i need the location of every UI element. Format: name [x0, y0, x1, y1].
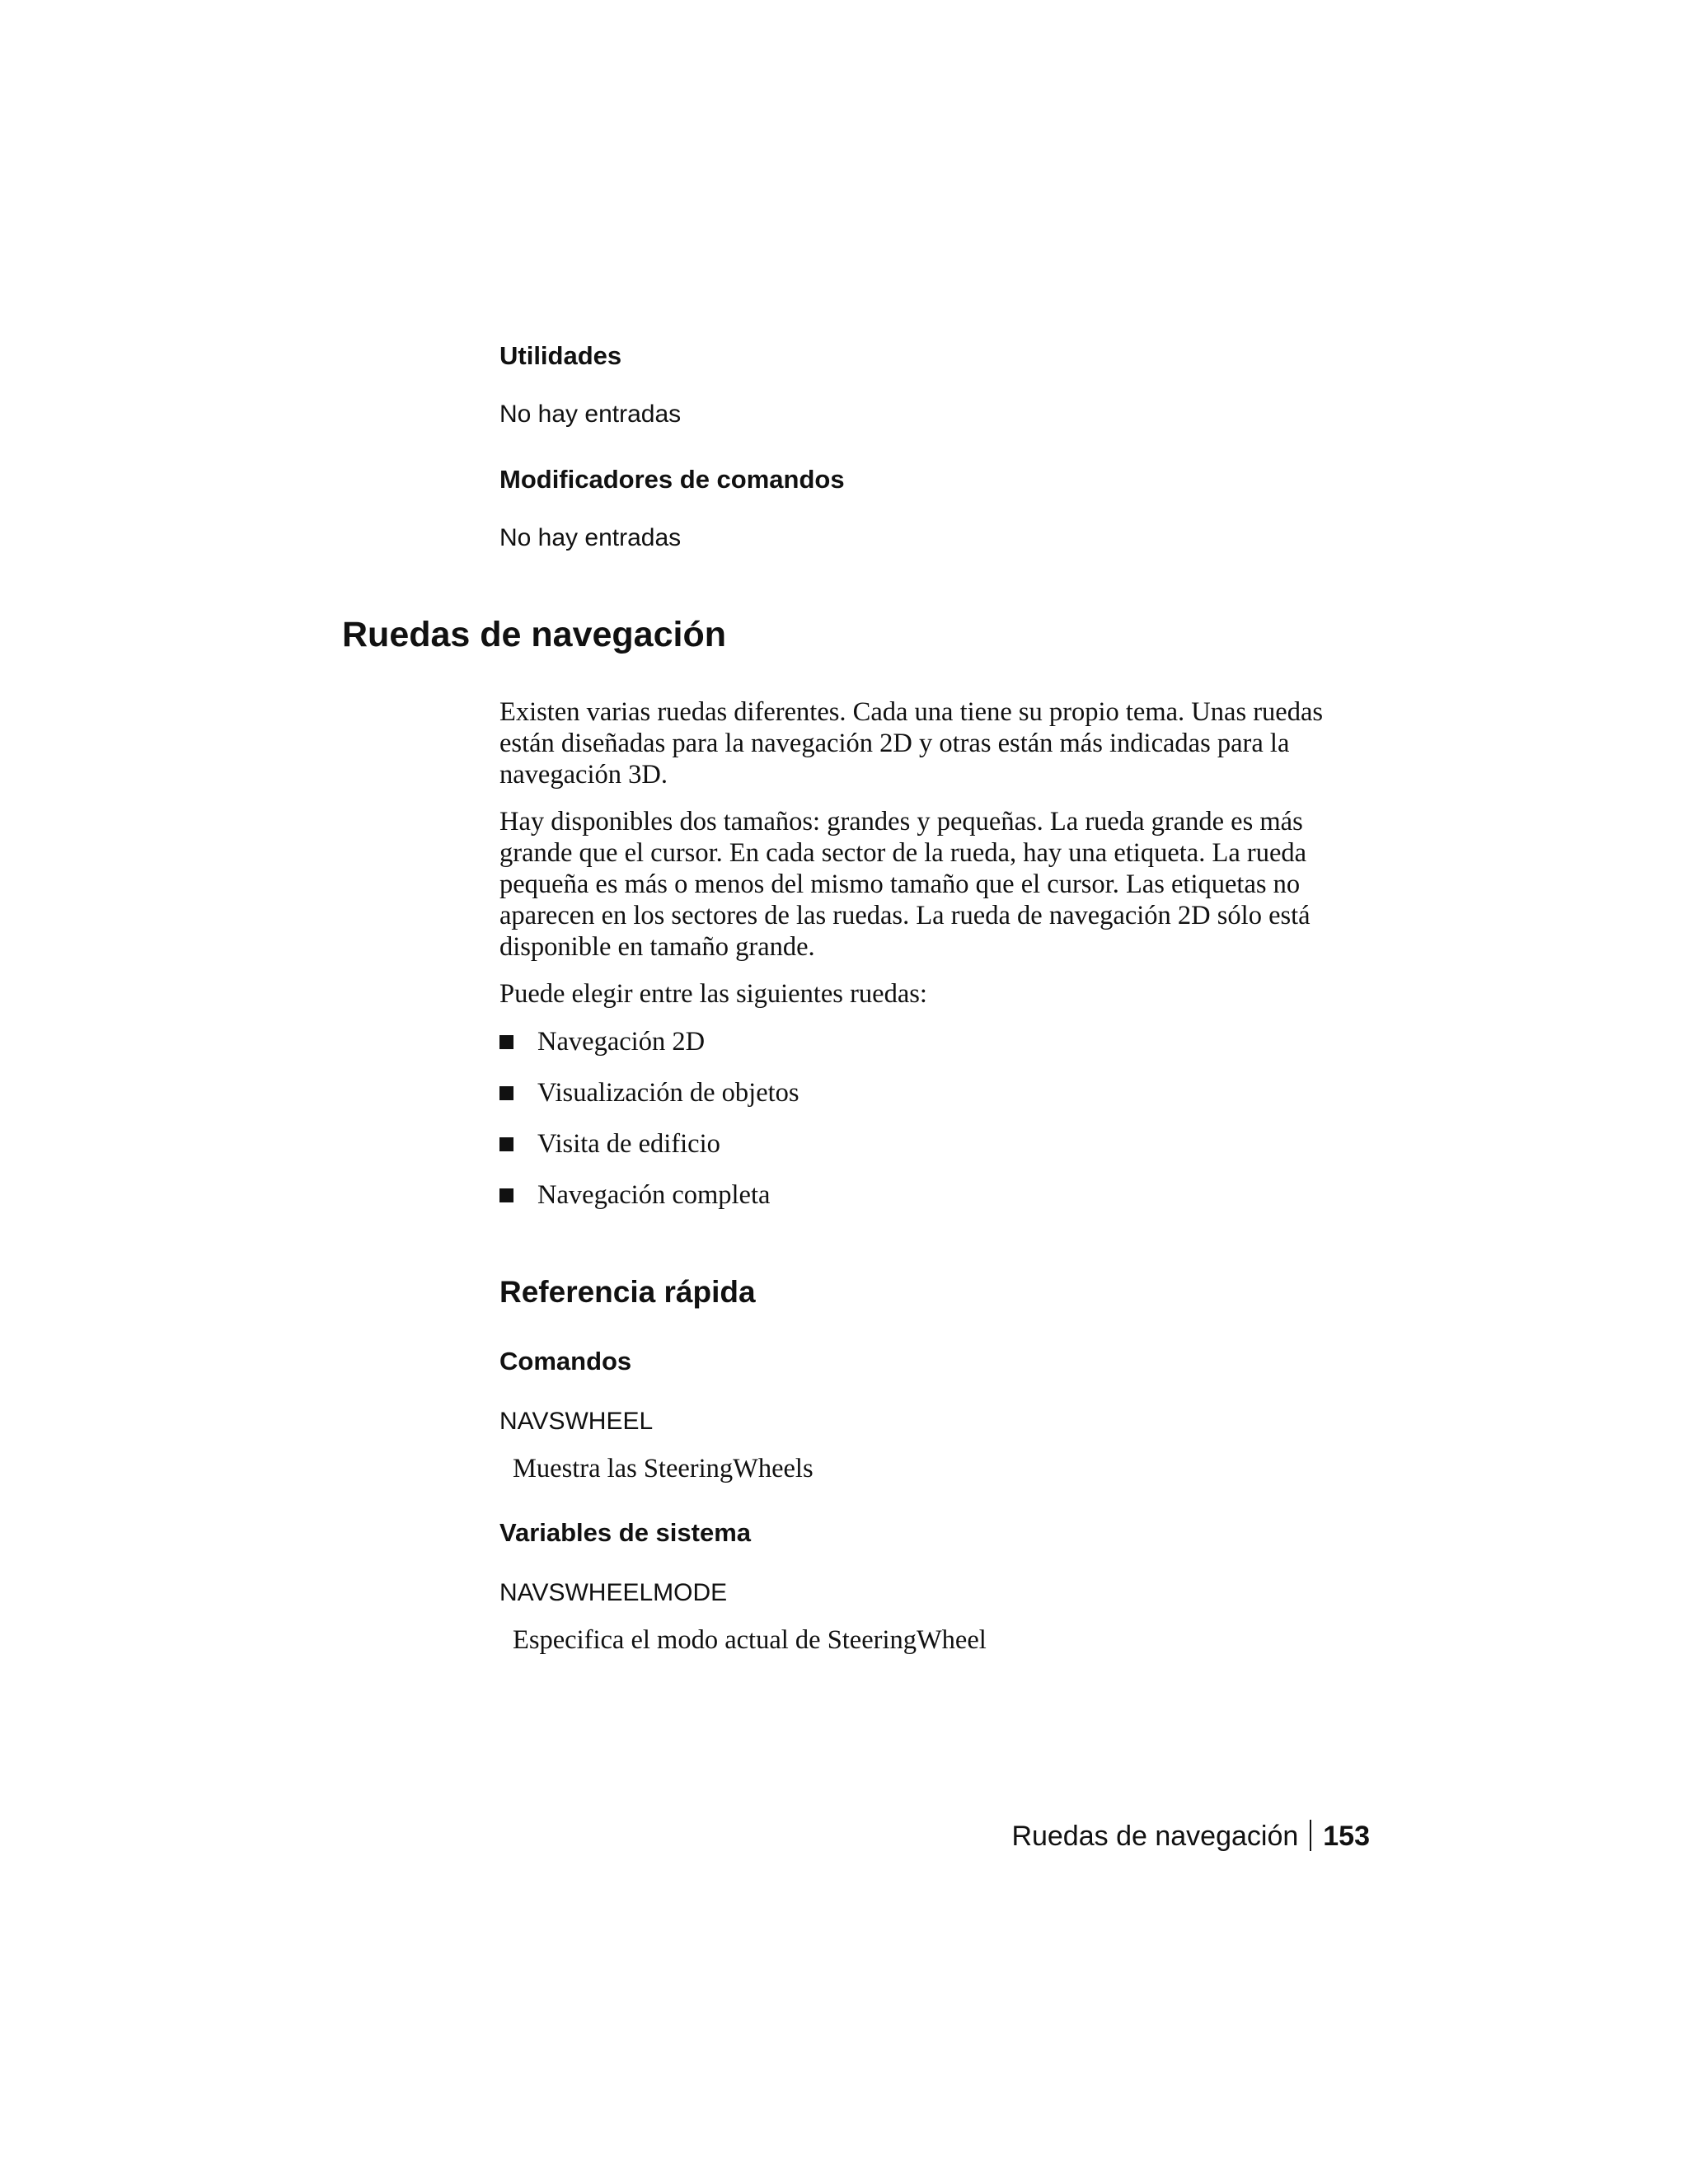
sysvar-description: Especifica el modo actual de SteeringWheel	[513, 1625, 987, 1655]
commands-heading: Comandos	[499, 1347, 632, 1376]
list-item-label: Visita de edificio	[537, 1129, 720, 1159]
page-footer	[989, 1819, 1370, 1854]
paragraph-3: Puede elegir entre las siguientes ruedas:	[499, 979, 927, 1009]
list-item-label: Navegación 2D	[537, 1027, 706, 1057]
list-item	[499, 1026, 799, 1077]
footer-divider	[1310, 1820, 1311, 1851]
sysvar-name: NAVSWHEELMODE	[499, 1579, 728, 1606]
paragraph-2: Hay disponibles dos tamaños: grandes y pequeñas. La rueda grande es más grande que el cursor. En cada sector de la rueda, hay una etiqueta. La rueda pequeña es más o menos del mismo tamaño que el cursor. Las etiquetas no aparecen en los sectores de las ruedas. La rueda de navegación 2D sólo está disponible en tamaño grande.	[499, 807, 1311, 962]
utilidades-value: No hay entradas	[499, 401, 682, 428]
list-item	[499, 1179, 799, 1230]
command-description: Muestra las SteeringWheels	[513, 1454, 814, 1483]
list-item-label: Visualización de objetos	[537, 1078, 799, 1108]
sysvars-heading: Variables de sistema	[499, 1518, 752, 1547]
bullet-square-icon	[499, 1188, 513, 1202]
list-item	[499, 1077, 799, 1128]
bullet-square-icon	[499, 1035, 513, 1049]
bullet-square-icon	[499, 1086, 513, 1100]
bullet-square-icon	[499, 1137, 513, 1151]
list-item	[499, 1128, 799, 1179]
page-number: 153	[1323, 1821, 1370, 1852]
quick-reference-title: Referencia rápida	[499, 1275, 756, 1309]
command-name: NAVSWHEEL	[499, 1408, 654, 1435]
paragraph-1: Existen varias ruedas diferentes. Cada una tiene su propio tema. Unas ruedas están diseñadas para la navegación 2D y otras están más indicadas para la navegación 3D.	[499, 697, 1324, 790]
wheels-list	[499, 1026, 799, 1230]
modificadores-heading: Modificadores de comandos	[499, 465, 845, 494]
utilidades-heading: Utilidades	[499, 341, 622, 370]
modificadores-value: No hay entradas	[499, 524, 682, 551]
section-title: Ruedas de navegación	[342, 615, 726, 654]
footer-section-name: Ruedas de navegación	[1011, 1821, 1299, 1852]
list-item-label: Navegación completa	[537, 1180, 771, 1210]
